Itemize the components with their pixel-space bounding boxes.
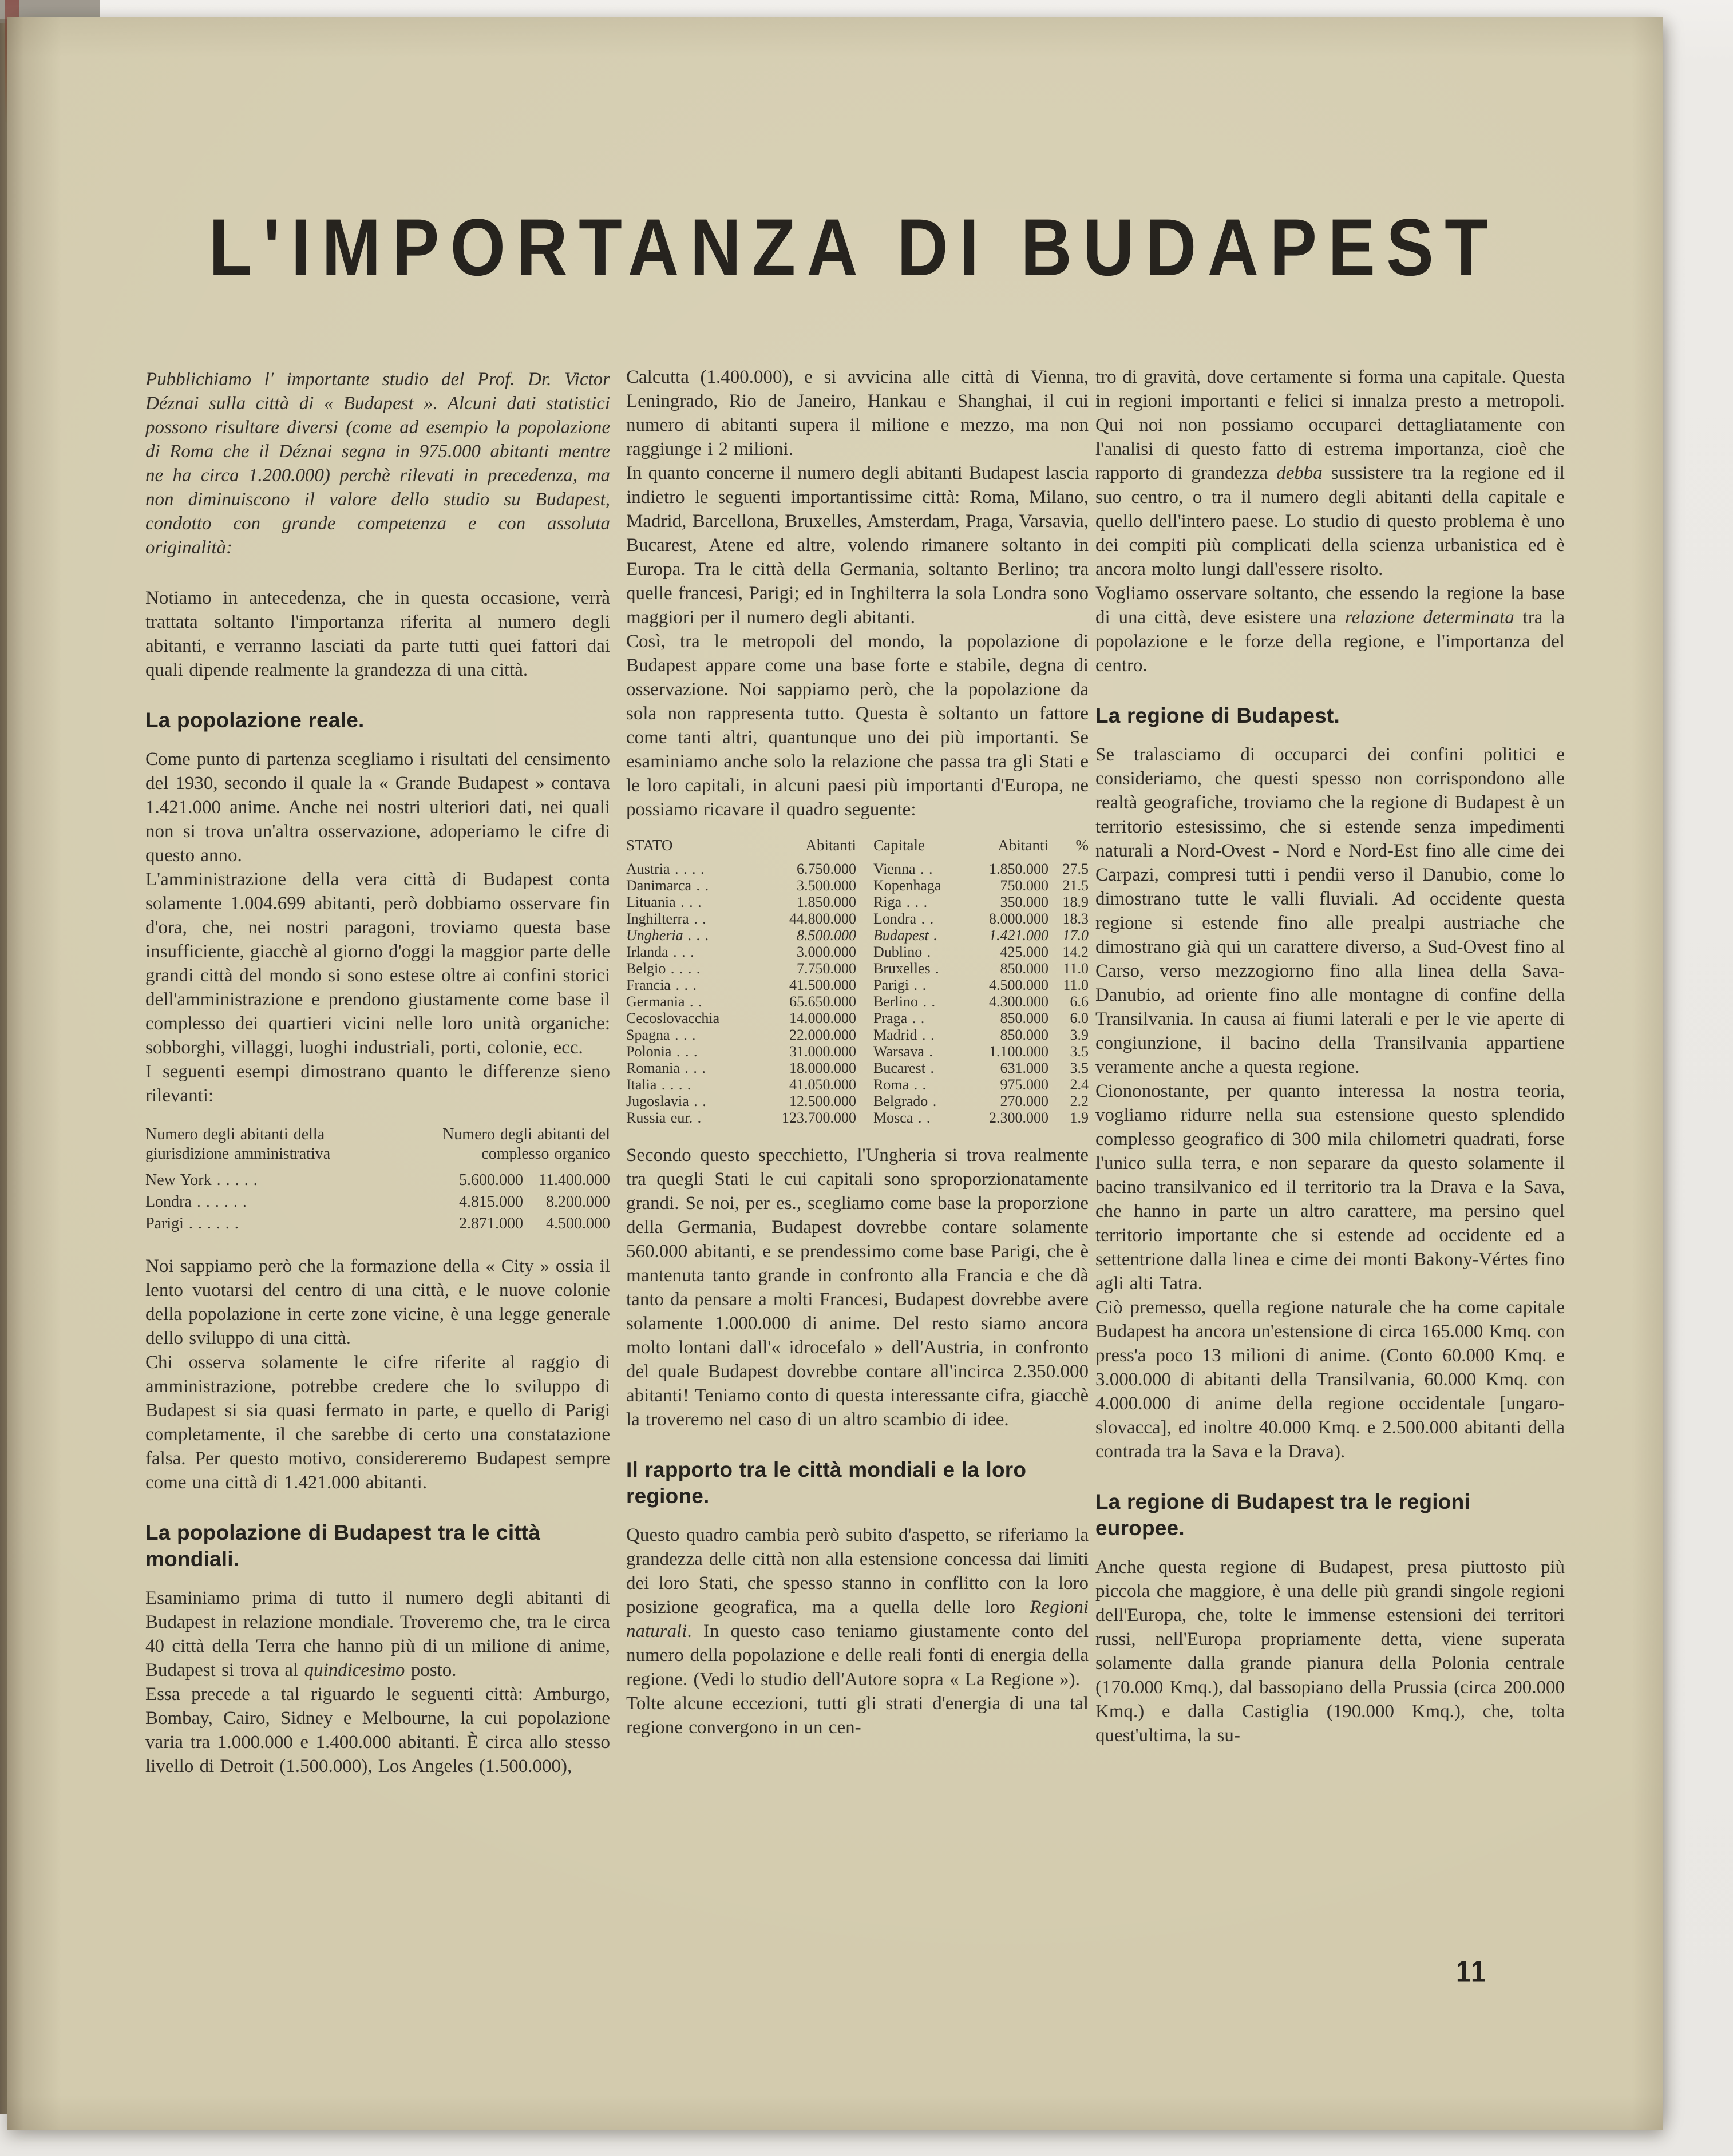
editor-intro-paragraph: Pubblichiamo l' importante studio del Prof. Dr. Victor Déznai sulla città di « Budapest ». Alcuni dati statistici possono risultare diversi (come ad esempio la popolazione di Roma che il Déznai segna in 975.000 abitanti mentre ne ha circa 1.200.000) perchè rilevati in precedenza, ma non diminuiscono il valore dello studio su Budapest, condotto con grande competenza e con assoluta originalità: (145, 369, 610, 558)
article-title: L'IMPORTANZA DI BUDAPEST (208, 203, 1499, 293)
paragraph: Noi sappiamo però che la formazione della « City » ossia il lento vuotarsi del centro di una città, e le nuove colonie della popolazione in certe zone vicine, è una legge generale dello sviluppo di una città. (145, 1256, 610, 1349)
paragraph: Calcutta (1.400.000), e si avvicina alle città di Vienna, Leningrado, Rio de Janeiro, Hankau e Shanghai, il cui numero di abitanti supera il milione e mezzo, ma non raggiunge i 2 milioni. (626, 367, 1089, 459)
section-heading-budapest-citta-mondiali: La popolazione di Budapest tra le città mondiali. (145, 1521, 541, 1571)
page-number: 11 (1456, 1954, 1487, 1988)
column-1 (145, 367, 610, 2084)
table-row: Francia . . . 41.500.000 Parigi . . 4.500.000 11.0 (626, 977, 1089, 993)
paragraph: I seguenti esempi dimostrano quanto le differenze sieno rilevanti: (145, 1061, 610, 1106)
paragraph: Ciononostante, per quanto interessa la nostra teoria, vogliamo ridurre nella sua estensione questo splendido complesso geografico di 300 mila chilometri quadrati, forse l'unico sulla terra, e non separare da questo solamente il bacino transilvanico ed il territorio tra la Drava e la Sava, che hanno in parte un altro carattere, ma persino quel territorio importante che si estende ad occidente ed a settentrione dalla linea e cime dei monti Bakony-Vértes fino agli alti Tatra. (1095, 1081, 1565, 1294)
paragraph: Come punto di partenza scegliamo i risultati del censimento del 1930, secondo il quale la « Grande Budapest » contava 1.421.000 anime. Anche nei nostri ulteriori dati, nei quali non si trova un'altra osservazione, adoperiamo le cifre di questo anno. (145, 749, 610, 866)
column-header: Numero degli abitanti del complesso organico (442, 1125, 610, 1163)
table-row: Irlanda . . . 3.000.000 Dublino . 425.000 14.2 (626, 944, 1089, 960)
paragraph: Se tralasciamo di occuparci dei confini politici e consideriamo, che questi spesso non corrispondono alle realtà geografiche, troviamo che la regione di Budapest è un territorio estesissimo, che si estende senza impedimenti naturali a Nord-Ovest - Nord e Nord-Est fino alle cime dei Carpazi, compresi tutti i pendii verso il Danubio, come lo dimostrano tutte le valli fluviali. Ad occidente questa regione si estende fino alle prealpi austriache che dimostrano già qui un carattere diverso, a Sud-Ovest fino al Carso, verso mezzogiorno fino alla linea della Sava-Danubio, ad oriente fino alle montagne di confine della Transilvania. In causa ai fiumi laterali e per le vie aperte di congiunzione, il bacino della Transilvania appartiene veramente anche a questa regione. (1095, 744, 1565, 1077)
paragraph: tro di gravità, dove certamente si forma una capitale. Questa in regioni importanti e felici si innalza presto a metropoli. Qui noi non possiamo occuparci dettagliatamente con l'analisi di questo fatto di estrema importanza, cioè che rapporto di grandezza debba sussistere tra la regione ed il suo centro, o tra il numero degli abitanti della capitale e quello dell'intero paese. Lo studio di questo problema è uno dei compiti più complicati della scienza urbanistica ed è ancora molto lungi dall'essere risolto. (1095, 367, 1565, 580)
table-row: Cecoslovacchia 14.000.000 Praga . . 850.000 6.0 (626, 1010, 1089, 1027)
table-row: Italia . . . . 41.050.000 Roma . . 975.000 2.4 (626, 1076, 1089, 1093)
column-header: % (1075, 837, 1089, 854)
table-row: Londra . . . . . . 4.815.000 8.200.000 (145, 1193, 610, 1211)
table-header (145, 1125, 610, 1164)
table-row: Jugoslavia . . 12.500.000 Belgrado . 270.000 2.2 (626, 1093, 1089, 1109)
paragraph: Vogliamo osservare soltanto, che essendo la regione la base di una città, deve esistere una relazione determinata tra la popolazione e le forze della regione, e l'importanza del centro. (1095, 583, 1565, 676)
paragraph: Essa precede a tal riguardo le seguenti città: Amburgo, Bombay, Cairo, Sidney e Melbourne, la cui popolazione varia tra 1.000.000 e 1.400.000 abitanti. È circa allo stesso livello di Detroit (1.500.000), Los Angeles (1.500.000), (145, 1684, 610, 1777)
table-row: Lituania . . . 1.850.000 Riga . . . 350.000 18.9 (626, 894, 1089, 910)
paragraph: In quanto concerne il numero degli abitanti Budapest lascia indietro le seguenti importantissime città: Roma, Milano, Madrid, Barcellona, Bruxelles, Amsterdam, Praga, Varsavia, Bucarest, Atene ed altre, volendo rimanere soltanto in Europa. Tra le città della Germania, soltanto Berlino; tra quelle francesi, Parigi; ed in Inghilterra la sola Londra sono maggiori per il numero degli abitanti. (626, 463, 1089, 628)
paragraph: Tolte alcune eccezioni, tutti gli strati d'energia di una tal regione convergono in un cen- (626, 1693, 1089, 1738)
paragraph: L'amministrazione della vera città di Budapest conta solamente 1.004.699 abitanti, però dobbiamo osservare fin d'ora, che, nei nostri paragoni, troviamo questa base insufficiente, giacchè al giorno d'oggi la maggior parte delle grandi città del mondo si sono estese oltre ai confini storici dell'amministrazione e prendono giustamente come base il complesso dei quartieri vicini nelle loro unità organiche: sobborghi, villaggi, luoghi industriali, porti, colonie, ecc. (145, 869, 610, 1058)
column-header: Abitanti (998, 837, 1048, 854)
column-header: STATO (626, 837, 673, 854)
table-row: Germania . . 65.650.000 Berlino . . 4.300.000 6.6 (626, 993, 1089, 1010)
column-3 (1095, 365, 1565, 2087)
column-header: Capitale (873, 837, 925, 854)
paragraph: Notiamo in antecedenza, che in questa occasione, verrà trattata soltanto l'importanza riferita al numero degli abitanti, e verranno lasciati da parte tutti quei fattori dai quali dipende realmente la grandezza di una città. (145, 588, 610, 680)
table-row: Polonia . . . 31.000.000 Warsava . 1.100.000 3.5 (626, 1043, 1089, 1060)
paragraph: Chi osserva solamente le cifre riferite al raggio di amministrazione, potrebbe credere che lo sviluppo di Budapest si sia quasi fermato in parte, e quello di Parigi completamente, il che sarebbe di certo una constatazione falsa. Per questo motivo, considereremo Budapest sempre come una città di 1.421.000 abitanti. (145, 1352, 610, 1493)
section-heading-regione-di-budapest: La regione di Budapest. (1095, 704, 1340, 727)
paragraph: Secondo questo specchietto, l'Ungheria si trova realmente tra quegli Stati le cui capitali sono sproporzionatamente grandi. Se noi, per es., scegliamo come base la proporzione della Germania, Budapest dovrebbe contare solamente 560.000 abitanti, e se prendessimo come base Parigi, che è mantenuta tanto grande in confronto alla Francia e che dà tanto da pensare a molti Francesi, Budapest dovrebbe avere solamente 1.000.000 di anime. Del resto siamo ancora molto lontani dall'« idrocefalo » dell'Austria, in confronto del quale Budapest dovrebbe contare all'incirca 2.350.000 abitanti! Teniamo conto di questa interessante cifra, giacchè la troveremo nel caso di un altro scambio di idee. (626, 1145, 1089, 1430)
table-header (626, 837, 1089, 854)
states-capitals-table (626, 837, 1089, 1126)
table-row: Romania . . . 18.000.000 Bucarest . 631.000 3.5 (626, 1060, 1089, 1076)
section-heading-rapporto-citta-regione: Il rapporto tra le città mondiali e la loro regione. (626, 1458, 1027, 1508)
column-header: Abitanti (805, 837, 856, 854)
section-heading-popolazione-reale: La popolazione reale. (145, 708, 365, 732)
section-heading-regione-budapest-regioni-europee: La regione di Budapest tra le regioni europee. (1095, 1490, 1470, 1540)
column-2 (626, 365, 1089, 2087)
table-row: New York . . . . . 5.600.000 11.400.000 (145, 1171, 610, 1189)
table-row: Spagna . . . 22.000.000 Madrid . . 850.000 3.9 (626, 1027, 1089, 1043)
paragraph: Esaminiamo prima di tutto il numero degli abitanti di Budapest in relazione mondiale. Troveremo che, tra le circa 40 città della Terra che hanno più di un milione di anime, Budapest si trova al quindicesimo posto. (145, 1588, 610, 1681)
paragraph: Così, tra le metropoli del mondo, la popolazione di Budapest appare come una base forte e stabile, degna di osservazione. Noi sappiamo però, che la popolazione da sola non rappresenta tutto. Questa è soltanto un fattore come tanti altri, quantunque uno dei più importanti. Se esaminiamo anche solo la relazione che passa tra gli Stati e le loro capitali, in alcuni paesi più importanti d'Europa, ne possiamo ricavare il quadro seguente: (626, 631, 1089, 820)
magazine-page (7, 17, 1663, 2130)
table-row-hungary: Ungheria . . . 8.500.000 Budapest . 1.421.000 17.0 (626, 927, 1089, 944)
table-row: Inghilterra . . 44.800.000 Londra . . 8.000.000 18.3 (626, 910, 1089, 927)
table-row: Belgio . . . . 7.750.000 Bruxelles . 850.000 11.0 (626, 960, 1089, 977)
paragraph: Ciò premesso, quella regione naturale che ha come capitale Budapest ha ancora un'estensione di circa 165.000 Kmq. con press'a poco 13 milioni di anime. (Conto 60.000 Kmq. e 3.000.000 di abitanti della Transilvania, 60.000 Kmq. con 4.000.000 di anime della regione occidentale [ungaro-slovacca], ed inoltre 40.000 Kmq. e 2.500.000 abitanti della contrada tra la Sava e la Drava). (1095, 1297, 1565, 1462)
table-row: Russia eur. . 123.700.000 Mosca . . 2.300.000 1.9 (626, 1109, 1089, 1126)
paragraph: Anche questa regione di Budapest, presa piuttosto più piccola che maggiore, è una delle più grandi singole regioni dell'Europa, che, tolte le immense estensioni dei territori russi, nell'Europa propriamente detta, viene superata solamente dalla grande pianura della Polonia centrale (170.000 Kmq.), dal bassopiano della Prussia (circa 200.000 Kmq.) e dalla Castiglia (190.000 Kmq.), che, tolta quest'ultima, la su- (1095, 1557, 1565, 1746)
paragraph: Questo quadro cambia però subito d'aspetto, se riferiamo la grandezza delle città non alla estensione concessa dai limiti dei loro Stati, che spesso stanno in conflitto con la loro posizione geografica, ma a quella delle loro Regioni naturali. In questo caso teniamo giustamente conto del numero della popolazione e delle reali fonti di energia della regione. (Vedi lo studio dell'Autore sopra « La Regione »). (626, 1525, 1089, 1690)
table-row: Danimarca . . 3.500.000 Kopenhaga 750.000 21.5 (626, 877, 1089, 894)
column-header: Numero degli abitanti della giurisdizione amministrativa (145, 1125, 331, 1163)
table-row: Parigi . . . . . . 2.871.000 4.500.000 (145, 1215, 610, 1232)
table-row: Austria . . . . 6.750.000 Vienna . . 1.850.000 27.5 (626, 861, 1089, 877)
population-comparison-table (145, 1125, 610, 1235)
